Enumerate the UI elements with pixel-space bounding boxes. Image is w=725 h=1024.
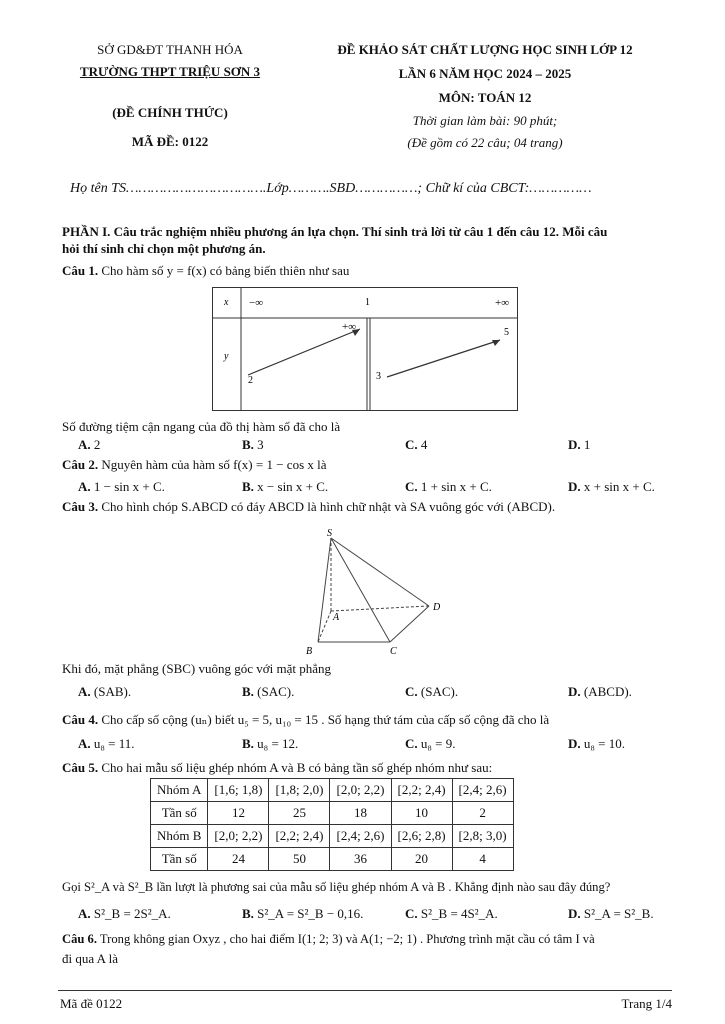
q5-option-d: D. S²_A = S²_B. xyxy=(568,906,654,921)
exam-title: ĐỀ KHẢO SÁT CHẤT LƯỢNG HỌC SINH LỚP 12 xyxy=(337,42,633,57)
footer-code: Mã đề 0122 xyxy=(60,996,123,1011)
exam-round: LẦN 6 NĂM HỌC 2024 – 2025 xyxy=(398,66,572,81)
q3-option-d: D. (ABCD). xyxy=(568,684,632,699)
table-cell: [2,0; 2,2) xyxy=(330,779,391,802)
table-cell: Nhóm B xyxy=(151,825,208,848)
frequency-table xyxy=(150,778,514,871)
q2-option-a: A. 1 − sin x + C. xyxy=(78,479,165,494)
table-row xyxy=(151,848,514,871)
q4-option-d: D. u₈ = 10. xyxy=(568,736,626,751)
fig-label-b: B xyxy=(306,646,313,657)
table-cell: Tần số xyxy=(151,802,208,825)
table-cell: [1,8; 2,0) xyxy=(269,779,330,802)
vt-y-left-end: +∞ xyxy=(342,321,357,333)
table-cell: 12 xyxy=(208,802,269,825)
vt-y-right-start: 3 xyxy=(376,371,381,382)
table-cell: 50 xyxy=(269,848,330,871)
q4-option-b: B. u₈ = 12. xyxy=(242,736,299,751)
vt-x-one: 1 xyxy=(365,297,370,308)
q2-option-b: B. x − sin x + C. xyxy=(242,479,329,494)
vt-x-neg-inf: −∞ xyxy=(249,297,264,309)
q5-option-a: A. S²_B = 2S²_A. xyxy=(78,906,171,921)
q3-option-a: A. (SAB). xyxy=(78,684,132,699)
q6-text: Câu 6. Trong không gian Oxyz , cho hai điểm I(1; 2; 3) và A(1; −2; 1) . Phương trình mặt cầu có tâm I và xyxy=(62,932,595,946)
footer-divider xyxy=(58,990,672,991)
vt-y-label: y xyxy=(224,351,229,362)
q1-option-a: A. 2 xyxy=(78,437,101,452)
part1-heading-2: hỏi thí sinh chỉ chọn một phương án. xyxy=(62,241,266,256)
official-label: (ĐỀ CHÍNH THỨC) xyxy=(112,105,228,120)
fig-label-s: S xyxy=(327,528,332,539)
q4-option-a: A. u₈ = 11. xyxy=(78,736,135,751)
table-cell: 36 xyxy=(330,848,391,871)
footer-page: Trang 1/4 xyxy=(621,996,672,1011)
table-cell: [2,8; 3,0) xyxy=(452,825,513,848)
fig-label-c: C xyxy=(390,646,397,657)
table-cell: 2 xyxy=(452,802,513,825)
q1-option-c: C. 4 xyxy=(405,437,428,452)
table-cell: Nhóm A xyxy=(151,779,208,802)
q5-question: Gọi S²_A và S²_B lần lượt là phương sai của mẫu số liệu ghép nhóm A và B . Khẳng định nào sau đây đúng? xyxy=(62,880,611,894)
exam-pages: (Đề gồm có 22 câu; 04 trang) xyxy=(407,135,563,150)
q2-text: Câu 2. Nguyên hàm của hàm số f(x) = 1 − cos x là xyxy=(62,457,327,472)
table-cell: [2,4; 2,6) xyxy=(330,825,391,848)
table-row xyxy=(151,802,514,825)
table-cell: [2,2; 2,4) xyxy=(391,779,452,802)
q1-option-b: B. 3 xyxy=(242,437,264,452)
fig-label-d: D xyxy=(433,602,441,613)
dept-name: SỞ GD&ĐT THANH HÓA xyxy=(97,42,243,57)
table-cell: [2,2; 2,4) xyxy=(269,825,330,848)
table-cell: [2,6; 2,8) xyxy=(391,825,452,848)
variation-table xyxy=(212,287,518,411)
q2-option-d: D. x + sin x + C. xyxy=(568,479,655,494)
q3-option-b: B. (SAC). xyxy=(242,684,295,699)
table-cell: 4 xyxy=(452,848,513,871)
q3-text: Câu 3. Cho hình chóp S.ABCD có đáy ABCD là hình chữ nhật và SA vuông góc với (ABCD). xyxy=(62,499,556,514)
q4-option-c: C. u₈ = 9. xyxy=(405,736,456,751)
q2-option-c: C. 1 + sin x + C. xyxy=(405,479,492,494)
table-cell: [2,0; 2,2) xyxy=(208,825,269,848)
q5-text: Câu 5. Cho hai mẫu số liệu ghép nhóm A và B có bảng tần số ghép nhóm như sau: xyxy=(62,760,493,775)
vt-y-left-start: 2 xyxy=(248,375,253,386)
table-cell: 18 xyxy=(330,802,391,825)
q3-option-c: C. (SAC). xyxy=(405,684,459,699)
table-cell: 24 xyxy=(208,848,269,871)
fig-label-a: A xyxy=(333,612,340,623)
table-cell: [1,6; 1,8) xyxy=(208,779,269,802)
exam-subject: MÔN: TOÁN 12 xyxy=(438,90,532,105)
table-cell: [2,4; 2,6) xyxy=(452,779,513,802)
vt-y-right-end: 5 xyxy=(504,327,509,338)
q5-option-b: B. S²_A = S²_B − 0,16. xyxy=(242,906,364,921)
student-info-line: Họ tên TS…………………………….Lớp……….SBD……………; Chữ kí của CBCT:…………… xyxy=(70,181,592,196)
table-cell: Tần số xyxy=(151,848,208,871)
q1-question: Số đường tiệm cận ngang của đồ thị hàm số đã cho là xyxy=(62,419,341,434)
q5-option-c: C. S²_B = 4S²_A. xyxy=(405,906,498,921)
vt-x-pos-inf: +∞ xyxy=(495,297,510,309)
school-name: TRƯỜNG THPT TRIỆU SƠN 3 xyxy=(79,64,261,79)
q1-text: Câu 1. Cho hàm số y = f(x) có bảng biến thiên như sau xyxy=(62,263,350,278)
q1-option-d: D. 1 xyxy=(568,437,591,452)
vt-x-label: x xyxy=(224,297,229,308)
table-row xyxy=(151,779,514,802)
pyramid-figure xyxy=(286,524,446,660)
table-cell: 10 xyxy=(391,802,452,825)
table-cell: 20 xyxy=(391,848,452,871)
q3-question: Khi đó, mặt phẳng (SBC) vuông góc với mặt phẳng xyxy=(62,661,332,676)
q6-text-2: đi qua A là xyxy=(62,951,118,966)
exam-code: MÃ ĐỀ: 0122 xyxy=(131,134,209,149)
part1-heading: PHẦN I. Câu trắc nghiệm nhiều phương án lựa chọn. Thí sinh trả lời từ câu 1 đến câu 12. Mỗi câu xyxy=(62,224,608,239)
q4-text: Câu 4. Cho cấp số cộng (uₙ) biết u₅ = 5, u₁₀ = 15 . Số hạng thứ tám của cấp số cộng đã cho là xyxy=(62,712,550,727)
table-row xyxy=(151,825,514,848)
exam-time: Thời gian làm bài: 90 phút; xyxy=(412,113,558,128)
table-cell: 25 xyxy=(269,802,330,825)
